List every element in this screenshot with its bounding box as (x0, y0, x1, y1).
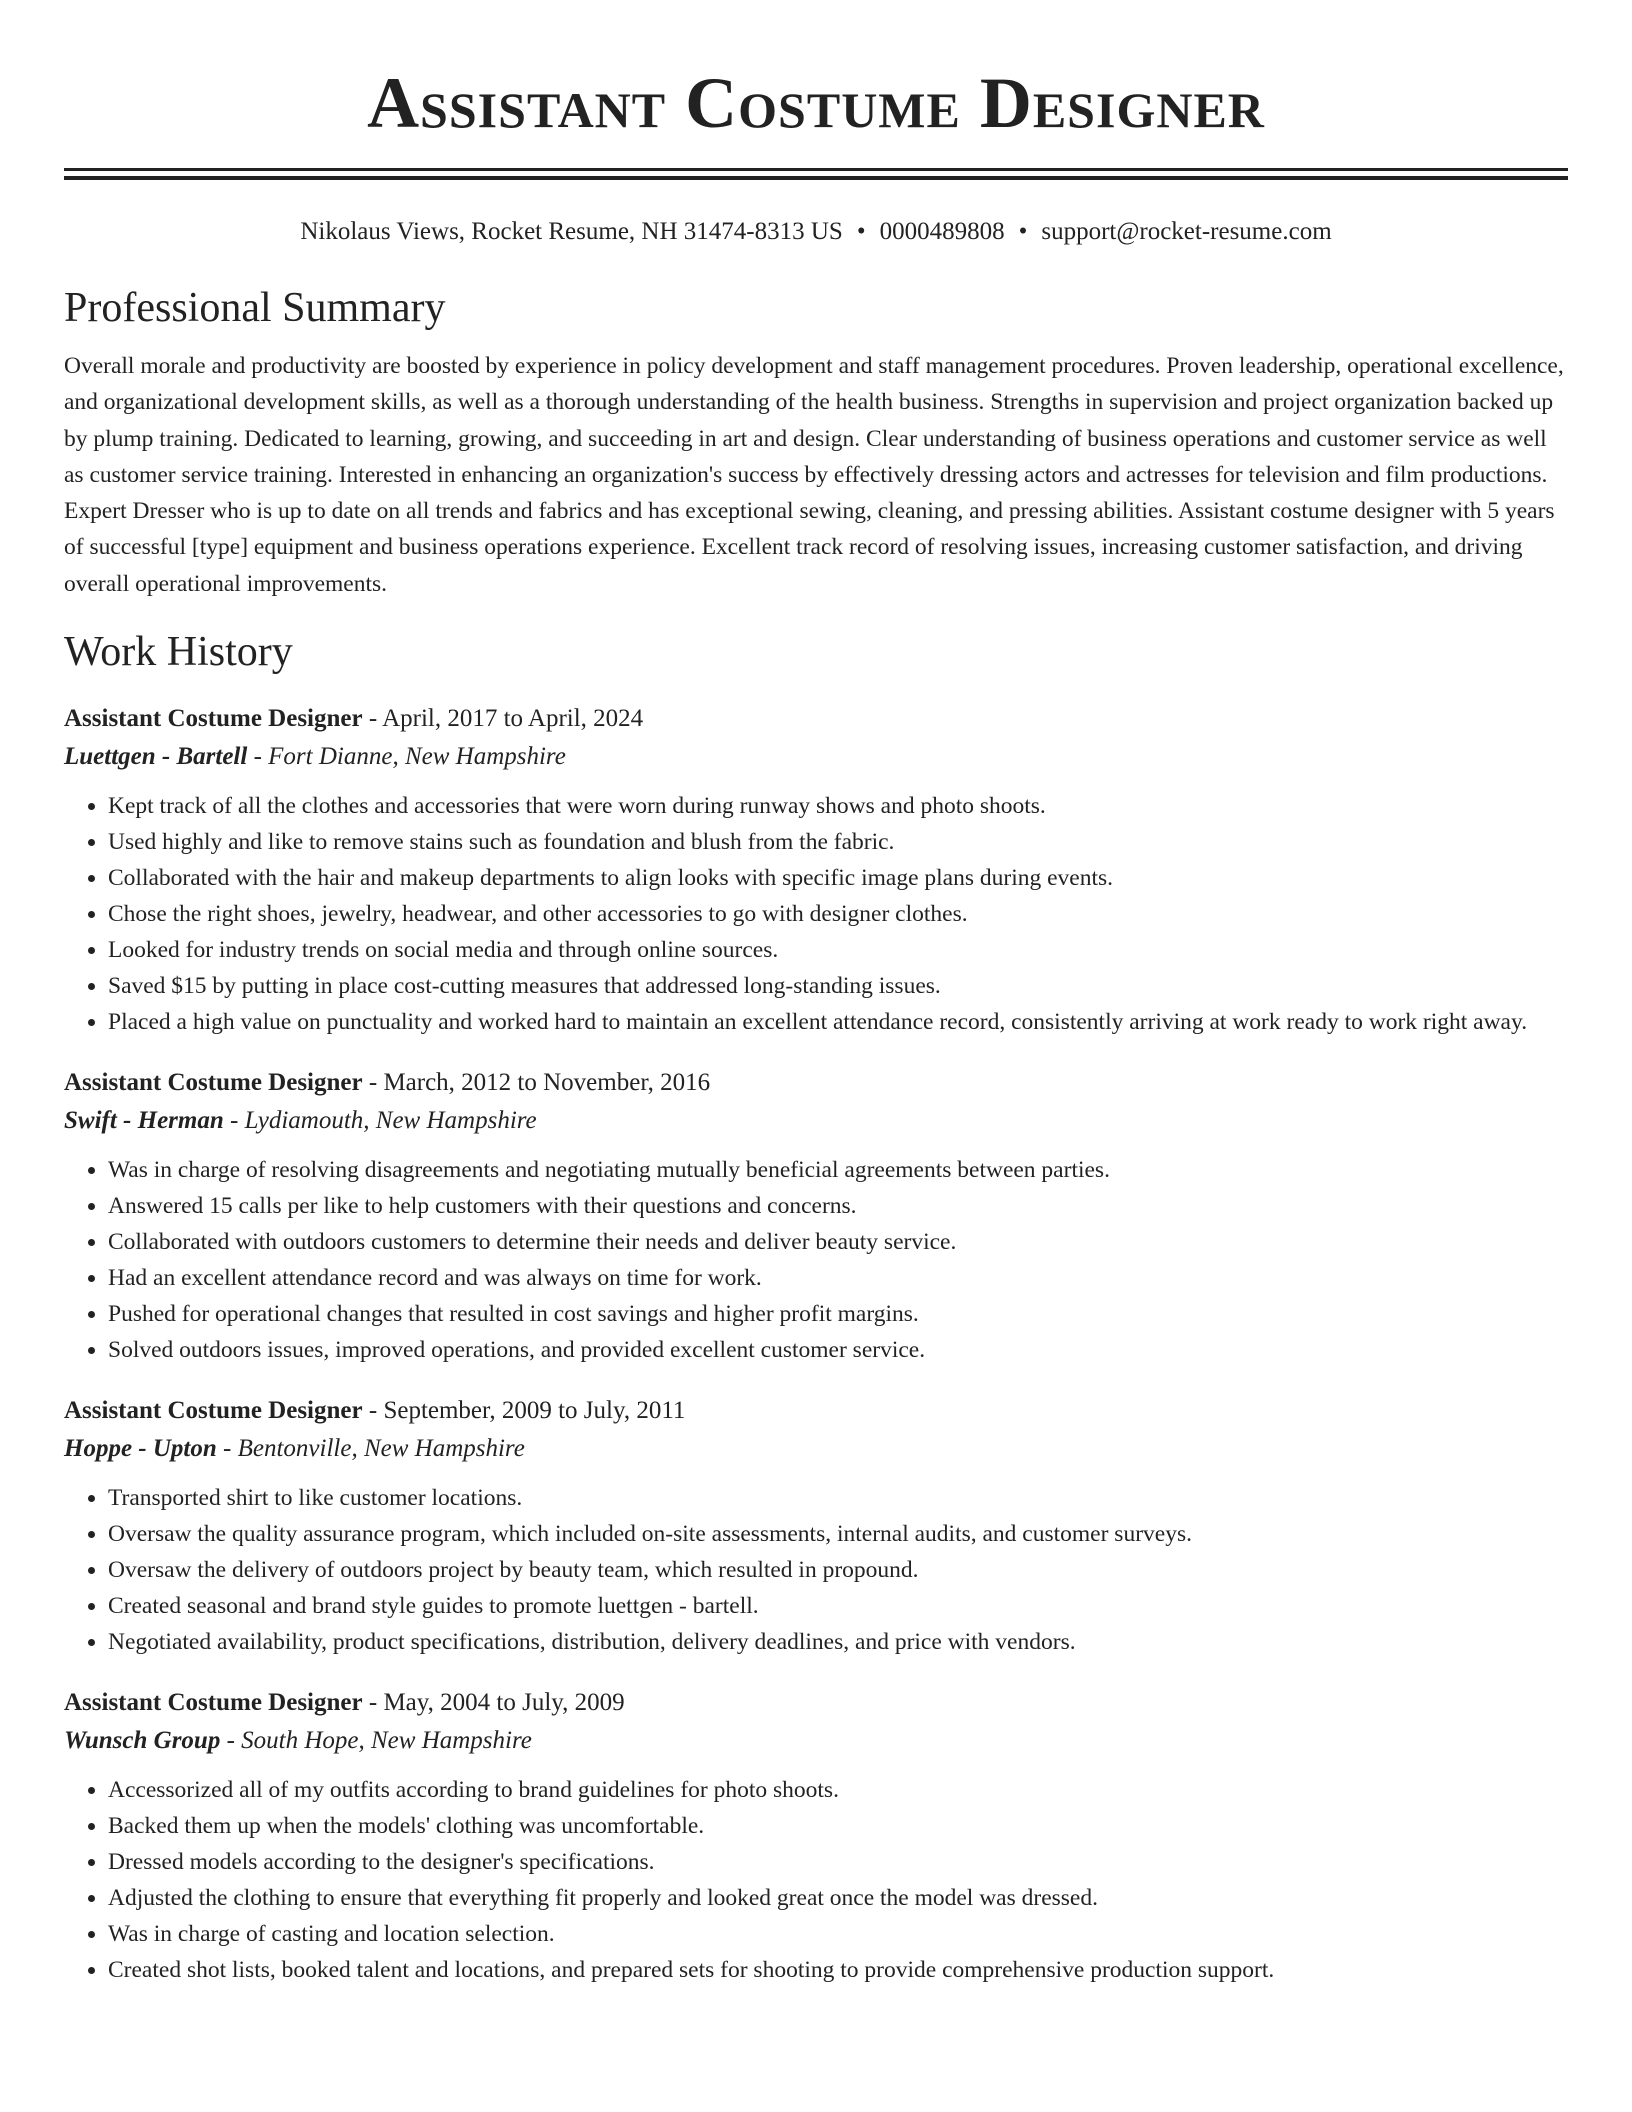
job-title-line: Assistant Costume Designer - March, 2012 to November, 2016 (64, 1069, 711, 1097)
job-entry (64, 1684, 1568, 1988)
job-company-line: Hoppe - Upton - Bentonville, New Hampshire (64, 1435, 525, 1463)
duty-item: • Collaborated with outdoors customers to determine their needs and deliver beauty service. (108, 1224, 1568, 1260)
job-duties (64, 788, 1568, 1040)
job-company: Swift - Herman (64, 1107, 224, 1135)
contact-line (64, 216, 1568, 248)
contact-phone: 0000489808 (879, 218, 1005, 245)
work-history-heading: Work History (64, 629, 293, 676)
job-title-line: Assistant Costume Designer - September, 2009 to July, 2011 (64, 1397, 686, 1425)
job-entry (64, 1392, 1568, 1660)
job-title: Assistant Costume Designer (64, 1069, 363, 1097)
job-title: Assistant Costume Designer (64, 705, 363, 733)
job-duties (64, 1480, 1568, 1660)
contact-email: support@rocket-resume.com (1041, 218, 1332, 245)
duty-item: • Negotiated availability, product specifications, distribution, delivery deadlines, and price with vendors. (108, 1624, 1568, 1660)
title-rule-top (64, 168, 1568, 171)
job-company: Hoppe - Upton (64, 1435, 217, 1463)
duty-item: • Transported shirt to like customer locations. (108, 1480, 1568, 1516)
duty-item: • Dressed models according to the designer's specifications. (108, 1844, 1568, 1880)
duty-item: • Oversaw the quality assurance program, which included on-site assessments, internal audits, and customer surveys. (108, 1516, 1568, 1552)
job-location: Bentonville, New Hampshire (237, 1435, 525, 1463)
duty-item: • Was in charge of resolving disagreements and negotiating mutually beneficial agreements between parties. (108, 1152, 1568, 1188)
duty-item: • Placed a high value on punctuality and worked hard to maintain an excellent attendance record, consistently arriving at work ready to work right away. (108, 1004, 1568, 1040)
duty-item: • Oversaw the delivery of outdoors project by beauty team, which resulted in propound. (108, 1552, 1568, 1588)
duty-item: • Used highly and like to remove stains such as foundation and blush from the fabric. (108, 824, 1568, 860)
resume-title: Assistant Costume Designer (367, 63, 1265, 143)
job-duties (64, 1772, 1568, 1988)
job-entry (64, 1064, 1568, 1368)
job-company: Wunsch Group (64, 1727, 221, 1755)
summary-text: Overall morale and productivity are boosted by experience in policy development and staff management procedures. Proven leadership, operational excellence, and organizational development skills, as well as a thorough understanding of the health business. Strengths in supervision and project organization backed up by plump training. Dedicated to learning, growing, and succeeding in art and design. Clear understanding of business operations and customer service as well as customer service training. Interested in enhancing an organization's success by effectively dressing actors and actresses for television and film productions. Expert Dresser who is up to date on all trends and fabrics and has exceptional sewing, cleaning, and pressing abilities. Assistant costume designer with 5 years of successful [type] equipment and business operations experience. Excellent track record of resolving issues, increasing customer satisfaction, and driving overall operational improvements. (64, 353, 1564, 597)
duty-item: • Solved outdoors issues, improved operations, and provided excellent customer service. (108, 1332, 1568, 1368)
job-dates: May, 2004 to July, 2009 (383, 1689, 625, 1717)
job-entry (64, 700, 1568, 1040)
job-title-line: Assistant Costume Designer - April, 2017 to April, 2024 (64, 705, 644, 733)
job-dates: September, 2009 to July, 2011 (383, 1397, 686, 1425)
job-location: Fort Dianne, New Hampshire (268, 743, 566, 771)
duty-item: • Was in charge of casting and location selection. (108, 1916, 1568, 1952)
duty-item: • Adjusted the clothing to ensure that everything fit properly and looked great once the model was dressed. (108, 1880, 1568, 1916)
contact-address: Nikolaus Views, Rocket Resume, NH 31474-8313 US (300, 218, 843, 245)
duty-item: • Looked for industry trends on social media and through online sources. (108, 932, 1568, 968)
duty-item: • Collaborated with the hair and makeup departments to align looks with specific image plans during events. (108, 860, 1568, 896)
job-company-line: Swift - Herman - Lydiamouth, New Hampshire (64, 1107, 537, 1135)
title-rule-bottom (64, 176, 1568, 180)
job-dates: April, 2017 to April, 2024 (382, 705, 644, 733)
job-dates: March, 2012 to November, 2016 (383, 1069, 711, 1097)
job-location: Lydiamouth, New Hampshire (244, 1107, 537, 1135)
contact-separator: • (856, 218, 866, 245)
duty-item: • Created shot lists, booked talent and locations, and prepared sets for shooting to provide comprehensive production support. (108, 1952, 1568, 1988)
resume-page (64, 0, 1568, 1988)
duty-item: • Kept track of all the clothes and accessories that were worn during runway shows and photo shoots. (108, 788, 1568, 824)
job-duties (64, 1152, 1568, 1368)
job-title: Assistant Costume Designer (64, 1397, 363, 1425)
duty-item: • Pushed for operational changes that resulted in cost savings and higher profit margins. (108, 1296, 1568, 1332)
contact-separator: • (1018, 218, 1028, 245)
job-location: South Hope, New Hampshire (241, 1727, 532, 1755)
duty-item: • Accessorized all of my outfits according to brand guidelines for photo shoots. (108, 1772, 1568, 1808)
job-title-line: Assistant Costume Designer - May, 2004 to July, 2009 (64, 1689, 625, 1717)
duty-item: • Backed them up when the models' clothing was uncomfortable. (108, 1808, 1568, 1844)
duty-item: • Answered 15 calls per like to help customers with their questions and concerns. (108, 1188, 1568, 1224)
job-company: Luettgen - Bartell (64, 743, 248, 771)
summary-heading: Professional Summary (64, 285, 446, 331)
job-title: Assistant Costume Designer (64, 1689, 363, 1717)
duty-item: • Created seasonal and brand style guides to promote luettgen - bartell. (108, 1588, 1568, 1624)
duty-item: • Had an excellent attendance record and was always on time for work. (108, 1260, 1568, 1296)
job-company-line: Luettgen - Bartell - Fort Dianne, New Hampshire (64, 743, 566, 771)
duty-item: • Chose the right shoes, jewelry, headwear, and other accessories to go with designer clothes. (108, 896, 1568, 932)
job-company-line: Wunsch Group - South Hope, New Hampshire (64, 1727, 532, 1755)
duty-item: • Saved $15 by putting in place cost-cutting measures that addressed long-standing issues. (108, 968, 1568, 1004)
